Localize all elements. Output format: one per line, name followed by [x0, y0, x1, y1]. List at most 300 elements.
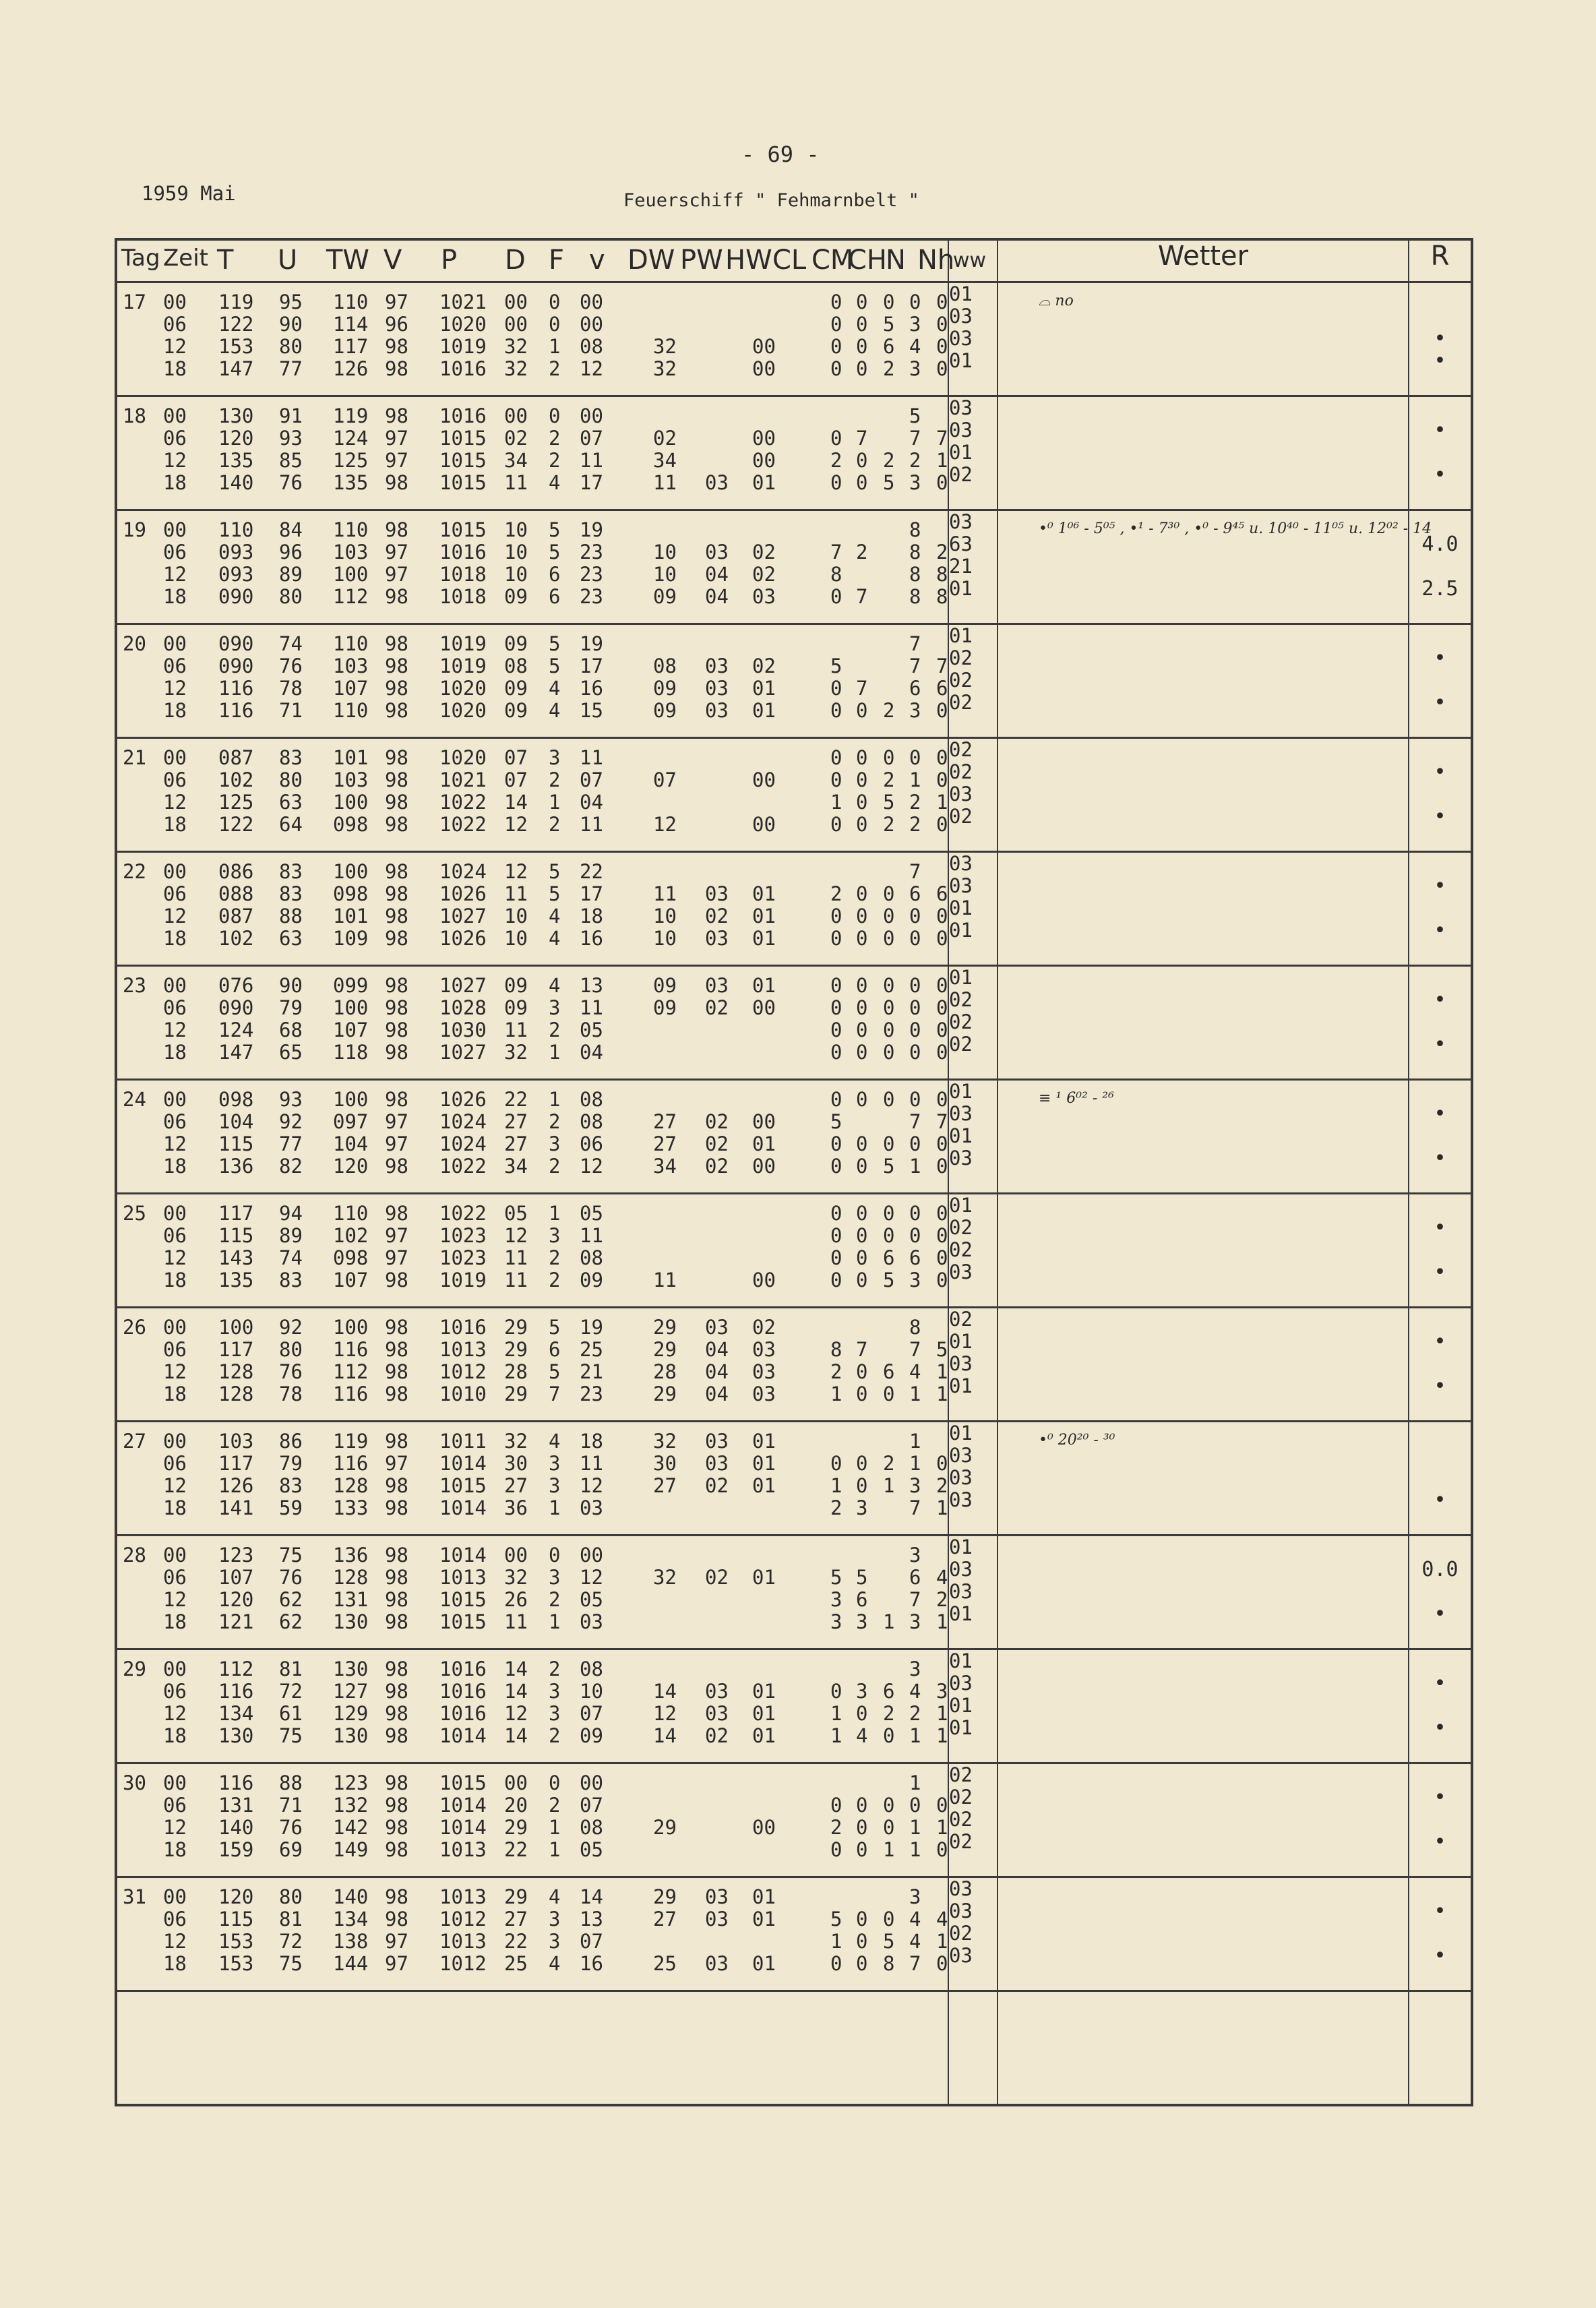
- value-cell: 94: [279, 1202, 303, 1225]
- value-cell: 05: [580, 1019, 603, 1041]
- wetter-cell: [998, 282, 1409, 396]
- value-cell: 1016: [439, 1702, 487, 1725]
- day-data-cell: [116, 1763, 948, 1877]
- value-cell: 01: [752, 677, 776, 700]
- value-cell: 76: [279, 1566, 303, 1589]
- value-cell: 23: [580, 1383, 603, 1405]
- observation-row: [117, 1089, 948, 1111]
- value-cell: 98: [385, 746, 408, 769]
- value-cell: 16: [580, 1952, 603, 1975]
- value-cell: 115: [218, 1908, 254, 1931]
- value-cell: 27: [653, 1474, 677, 1497]
- value-cell: 80: [279, 335, 303, 358]
- observation-row: [117, 905, 948, 928]
- value-cell: 92: [279, 1316, 303, 1339]
- ww-value: 01: [949, 1649, 973, 1672]
- value-cell: 01: [752, 1702, 776, 1725]
- value-cell: 1010: [439, 1383, 487, 1405]
- day-number: 23: [123, 974, 146, 997]
- value-cell: 01: [752, 905, 776, 928]
- value-cell: 97: [385, 1952, 408, 1975]
- observation-row: [117, 1772, 948, 1794]
- value-cell: 0: [549, 291, 561, 313]
- time-cell: 18: [163, 813, 187, 836]
- value-cell: 03: [580, 1496, 603, 1519]
- value-cell: 08: [580, 335, 603, 358]
- ww-cell: [948, 1649, 998, 1763]
- precip-value: •: [1434, 463, 1446, 487]
- value-cell: 03: [705, 882, 729, 905]
- value-cell: 6: [856, 1588, 868, 1611]
- value-cell: 34: [653, 1155, 677, 1178]
- wetter-note: ≡ ¹ 6⁰² - ²⁶: [1039, 1090, 1114, 1107]
- value-cell: 135: [333, 471, 369, 494]
- ww-cell: [948, 396, 998, 510]
- value-cell: 153: [218, 1930, 254, 1953]
- value-cell: 19: [580, 518, 603, 541]
- value-cell: 7: [909, 655, 921, 677]
- value-cell: 98: [385, 813, 408, 836]
- value-cell: 04: [580, 791, 603, 814]
- value-cell: 3: [549, 746, 561, 769]
- value-cell: 18: [580, 1430, 603, 1453]
- value-cell: 02: [504, 427, 528, 450]
- value-cell: 98: [385, 1724, 408, 1747]
- value-cell: 2: [883, 449, 895, 472]
- precip-value: [1409, 283, 1471, 305]
- value-cell: 103: [333, 768, 369, 791]
- value-cell: 3: [856, 1680, 868, 1703]
- precip-value: •: [1434, 1488, 1446, 1512]
- value-cell: 0: [830, 1680, 842, 1703]
- value-cell: 00: [580, 404, 603, 427]
- value-cell: 5: [549, 882, 561, 905]
- value-cell: 10: [653, 905, 677, 928]
- value-cell: 0: [936, 1155, 948, 1178]
- value-cell: 32: [504, 335, 528, 358]
- value-cell: 090: [218, 585, 254, 608]
- value-cell: 5: [549, 1360, 561, 1383]
- r-cell: [1409, 738, 1472, 852]
- value-cell: 0: [936, 1952, 948, 1975]
- time-cell: 00: [163, 1544, 187, 1567]
- value-cell: 1014: [439, 1724, 487, 1747]
- value-cell: 087: [218, 746, 254, 769]
- value-cell: 95: [279, 291, 303, 313]
- value-cell: 2: [936, 541, 948, 564]
- value-cell: 80: [279, 1338, 303, 1361]
- value-cell: 144: [333, 1952, 369, 1975]
- value-cell: 3: [549, 1132, 561, 1155]
- value-cell: 98: [385, 335, 408, 358]
- value-cell: 0: [936, 927, 948, 950]
- value-cell: 6: [909, 882, 921, 905]
- value-cell: 0: [830, 813, 842, 836]
- value-cell: 0: [856, 1794, 868, 1817]
- value-cell: 4: [909, 1930, 921, 1953]
- value-cell: 128: [218, 1383, 254, 1405]
- precip-value: [1409, 1809, 1471, 1831]
- value-cell: 72: [279, 1680, 303, 1703]
- value-cell: 1: [936, 1816, 948, 1839]
- value-cell: 090: [218, 655, 254, 677]
- value-cell: 1024: [439, 860, 487, 883]
- value-cell: 103: [218, 1430, 254, 1453]
- value-cell: 05: [580, 1838, 603, 1861]
- value-cell: 27: [504, 1132, 528, 1155]
- value-cell: 5: [883, 1269, 895, 1292]
- value-cell: 98: [385, 585, 408, 608]
- value-cell: 2: [883, 699, 895, 722]
- value-cell: 4: [549, 1952, 561, 1975]
- ww-value: 01: [949, 1602, 973, 1625]
- column-header-10: DW: [627, 245, 675, 276]
- value-cell: 1: [549, 791, 561, 814]
- value-cell: 5: [856, 1566, 868, 1589]
- value-cell: 11: [580, 1452, 603, 1475]
- value-cell: 90: [279, 313, 303, 336]
- value-cell: 0: [883, 905, 895, 928]
- day-data-cell: [116, 738, 948, 852]
- precip-value: [1409, 1764, 1471, 1786]
- value-cell: 090: [218, 632, 254, 655]
- value-cell: 4: [936, 1908, 948, 1931]
- value-cell: 00: [752, 1110, 776, 1133]
- value-cell: 97: [385, 563, 408, 586]
- value-cell: 59: [279, 1496, 303, 1519]
- value-cell: 125: [333, 449, 369, 472]
- value-cell: 3: [830, 1610, 842, 1633]
- value-cell: 0: [830, 905, 842, 928]
- value-cell: 0: [856, 974, 868, 997]
- wetter-cell: [998, 396, 1409, 510]
- value-cell: 04: [705, 1338, 729, 1361]
- value-cell: 98: [385, 1383, 408, 1405]
- observation-row: [117, 1611, 948, 1633]
- value-cell: 116: [218, 699, 254, 722]
- value-cell: 126: [333, 357, 369, 380]
- value-cell: 2: [883, 1702, 895, 1725]
- value-cell: 0: [909, 996, 921, 1019]
- value-cell: 0: [830, 927, 842, 950]
- r-cell: [1409, 1649, 1472, 1763]
- value-cell: 0: [909, 1088, 921, 1111]
- value-cell: 1024: [439, 1132, 487, 1155]
- value-cell: 098: [218, 1088, 254, 1111]
- precip-value: [1409, 897, 1471, 919]
- value-cell: 98: [385, 632, 408, 655]
- ww-cell: [948, 1080, 998, 1194]
- value-cell: 0: [936, 471, 948, 494]
- value-cell: 0: [856, 1838, 868, 1861]
- value-cell: 00: [504, 404, 528, 427]
- precip-value: •: [1434, 691, 1446, 715]
- time-cell: 06: [163, 655, 187, 677]
- value-cell: 1: [936, 1702, 948, 1725]
- value-cell: 0: [883, 1041, 895, 1064]
- value-cell: 103: [333, 655, 369, 677]
- value-cell: 01: [752, 1952, 776, 1975]
- value-cell: 110: [333, 1202, 369, 1225]
- value-cell: 1022: [439, 813, 487, 836]
- value-cell: 79: [279, 996, 303, 1019]
- value-cell: 2: [936, 1474, 948, 1497]
- value-cell: 116: [218, 1680, 254, 1703]
- value-cell: 5: [883, 1930, 895, 1953]
- value-cell: 0: [883, 882, 895, 905]
- value-cell: 136: [218, 1155, 254, 1178]
- day-data-cell: [116, 282, 948, 396]
- value-cell: 0: [936, 1224, 948, 1247]
- observation-row: [117, 1247, 948, 1269]
- value-cell: 7: [830, 541, 842, 564]
- time-cell: 12: [163, 1588, 187, 1611]
- precip-value: •: [1434, 1672, 1446, 1695]
- value-cell: 1013: [439, 1885, 487, 1908]
- value-cell: 0: [883, 1816, 895, 1839]
- time-cell: 12: [163, 1702, 187, 1725]
- value-cell: 2: [883, 813, 895, 836]
- value-cell: 22: [504, 1930, 528, 1953]
- value-cell: 91: [279, 404, 303, 427]
- precip-value: [1409, 1353, 1471, 1375]
- precip-value: •: [1434, 874, 1446, 898]
- value-cell: 114: [333, 313, 369, 336]
- value-cell: 0: [830, 427, 842, 450]
- precip-value: •: [1434, 1330, 1446, 1354]
- value-cell: 04: [705, 1383, 729, 1405]
- value-cell: 1019: [439, 1269, 487, 1292]
- wetter-note: [998, 1764, 1408, 1773]
- value-cell: 2: [549, 813, 561, 836]
- ww-value: 02: [949, 646, 973, 669]
- value-cell: 4: [549, 1885, 561, 1908]
- value-cell: 124: [218, 1019, 254, 1041]
- r-cell: [1409, 852, 1472, 966]
- column-header-1: Zeit: [163, 245, 208, 272]
- value-cell: 0: [549, 1544, 561, 1567]
- value-cell: 1014: [439, 1452, 487, 1475]
- value-cell: 0: [856, 882, 868, 905]
- precip-value: [1409, 1194, 1471, 1217]
- value-cell: 1012: [439, 1952, 487, 1975]
- value-cell: 116: [333, 1452, 369, 1475]
- value-cell: 8: [883, 1952, 895, 1975]
- value-cell: 0: [856, 768, 868, 791]
- time-cell: 12: [163, 1930, 187, 1953]
- value-cell: 80: [279, 585, 303, 608]
- column-header-15: CH: [848, 245, 888, 276]
- value-cell: 8: [909, 541, 921, 564]
- value-cell: 01: [752, 1885, 776, 1908]
- value-cell: 63: [279, 791, 303, 814]
- value-cell: 1020: [439, 699, 487, 722]
- value-cell: 3: [936, 1680, 948, 1703]
- value-cell: 1: [549, 1816, 561, 1839]
- value-cell: 0: [936, 335, 948, 358]
- value-cell: 29: [653, 1383, 677, 1405]
- value-cell: 32: [504, 1566, 528, 1589]
- column-header-14: CM: [811, 245, 854, 276]
- value-cell: 6: [909, 1566, 921, 1589]
- observation-row: [117, 1225, 948, 1247]
- value-cell: 100: [333, 996, 369, 1019]
- value-cell: 5: [830, 1566, 842, 1589]
- precip-value: •: [1434, 1147, 1446, 1170]
- value-cell: 11: [653, 471, 677, 494]
- value-cell: 1016: [439, 1680, 487, 1703]
- ww-value: 01: [949, 1694, 973, 1717]
- value-cell: 116: [333, 1338, 369, 1361]
- value-cell: 09: [653, 974, 677, 997]
- observation-row: [117, 1658, 948, 1680]
- ww-value: 02: [949, 463, 973, 486]
- value-cell: 0: [856, 1908, 868, 1931]
- value-cell: 6: [909, 1246, 921, 1269]
- value-cell: 0: [936, 1838, 948, 1861]
- value-cell: 128: [333, 1474, 369, 1497]
- value-cell: 2: [549, 1724, 561, 1747]
- value-cell: 7: [856, 585, 868, 608]
- value-cell: 12: [580, 1566, 603, 1589]
- value-cell: 120: [218, 1885, 254, 1908]
- time-cell: 18: [163, 1838, 187, 1861]
- observation-row: [117, 336, 948, 358]
- observation-row: [117, 1703, 948, 1725]
- value-cell: 115: [218, 1224, 254, 1247]
- value-cell: 98: [385, 1269, 408, 1292]
- r-cell: [1409, 396, 1472, 510]
- observation-row: [117, 814, 948, 836]
- value-cell: 130: [333, 1610, 369, 1633]
- value-cell: 75: [279, 1724, 303, 1747]
- value-cell: 88: [279, 1771, 303, 1794]
- value-cell: 98: [385, 471, 408, 494]
- value-cell: 90: [279, 974, 303, 997]
- value-cell: 75: [279, 1952, 303, 1975]
- value-cell: 97: [385, 1930, 408, 1953]
- value-cell: 28: [504, 1360, 528, 1383]
- ww-value: 63: [949, 533, 973, 555]
- wetter-cell: [998, 624, 1409, 738]
- precip-value: [1409, 305, 1471, 328]
- value-cell: 2: [883, 768, 895, 791]
- r-cell: [1409, 1763, 1472, 1877]
- value-cell: 09: [504, 699, 528, 722]
- observation-row: [117, 1383, 948, 1405]
- value-cell: 86: [279, 1430, 303, 1453]
- value-cell: 96: [385, 313, 408, 336]
- value-cell: 98: [385, 404, 408, 427]
- observation-row: [117, 1725, 948, 1747]
- value-cell: 0: [936, 1202, 948, 1225]
- time-cell: 12: [163, 905, 187, 928]
- value-cell: 2: [909, 791, 921, 814]
- value-cell: 12: [580, 357, 603, 380]
- value-cell: 00: [580, 1771, 603, 1794]
- observation-row: [117, 633, 948, 655]
- value-cell: 1020: [439, 746, 487, 769]
- value-cell: 110: [333, 291, 369, 313]
- observation-row: [117, 747, 948, 769]
- value-cell: 0: [549, 313, 561, 336]
- wetter-cell: [998, 1308, 1409, 1422]
- precip-value: [1409, 967, 1471, 989]
- precip-value: •: [1434, 1102, 1446, 1126]
- value-cell: 6: [883, 1360, 895, 1383]
- r-cell: [1409, 1308, 1472, 1422]
- ww-value: 02: [949, 1216, 973, 1239]
- value-cell: 98: [385, 768, 408, 791]
- ww-value: 03: [949, 510, 973, 533]
- value-cell: 0: [856, 1930, 868, 1953]
- value-cell: 4: [909, 1680, 921, 1703]
- ww-value: 03: [949, 1466, 973, 1489]
- wetter-cell: [998, 1194, 1409, 1308]
- value-cell: 100: [333, 1316, 369, 1339]
- value-cell: 2: [549, 1155, 561, 1178]
- value-cell: 01: [752, 1566, 776, 1589]
- value-cell: 098: [333, 813, 369, 836]
- value-cell: 1011: [439, 1430, 487, 1453]
- precip-value: [1409, 669, 1471, 692]
- ww-value: 02: [949, 738, 973, 761]
- value-cell: 14: [653, 1724, 677, 1747]
- value-cell: 1020: [439, 677, 487, 700]
- empty-cell: [998, 1991, 1409, 2106]
- time-cell: 06: [163, 1338, 187, 1361]
- day-data-cell: [116, 852, 948, 966]
- ww-value: 03: [949, 1147, 973, 1170]
- value-cell: 107: [333, 677, 369, 700]
- day-block: [116, 1536, 1472, 1649]
- value-cell: 03: [705, 1430, 729, 1453]
- ww-value: 01: [949, 1330, 973, 1353]
- value-cell: 1: [936, 1930, 948, 1953]
- value-cell: 10: [653, 541, 677, 564]
- day-block: [116, 624, 1472, 738]
- time-cell: 18: [163, 1610, 187, 1633]
- value-cell: 2: [549, 1269, 561, 1292]
- value-cell: 09: [504, 996, 528, 1019]
- value-cell: 136: [333, 1544, 369, 1567]
- observation-row: [117, 1361, 948, 1383]
- ww-value: 03: [949, 1580, 973, 1603]
- day-number: 17: [123, 291, 146, 313]
- value-cell: 00: [752, 335, 776, 358]
- value-cell: 1019: [439, 632, 487, 655]
- value-cell: 102: [218, 927, 254, 950]
- time-cell: 00: [163, 860, 187, 883]
- value-cell: 0: [856, 813, 868, 836]
- value-cell: 098: [333, 1246, 369, 1269]
- value-cell: 97: [385, 427, 408, 450]
- value-cell: 07: [580, 1794, 603, 1817]
- value-cell: 11: [580, 746, 603, 769]
- value-cell: 0: [830, 1155, 842, 1178]
- precip-value: [1409, 555, 1471, 578]
- day-block: [116, 1763, 1472, 1877]
- value-cell: 1: [549, 1496, 561, 1519]
- value-cell: 11: [653, 1269, 677, 1292]
- value-cell: 4: [856, 1724, 868, 1747]
- ww-value: 03: [949, 419, 973, 442]
- column-header-13: CL: [772, 245, 807, 276]
- value-cell: 72: [279, 1930, 303, 1953]
- precip-value: [1409, 1695, 1471, 1717]
- observation-row: [117, 1430, 948, 1453]
- ww-value: 03: [949, 396, 973, 419]
